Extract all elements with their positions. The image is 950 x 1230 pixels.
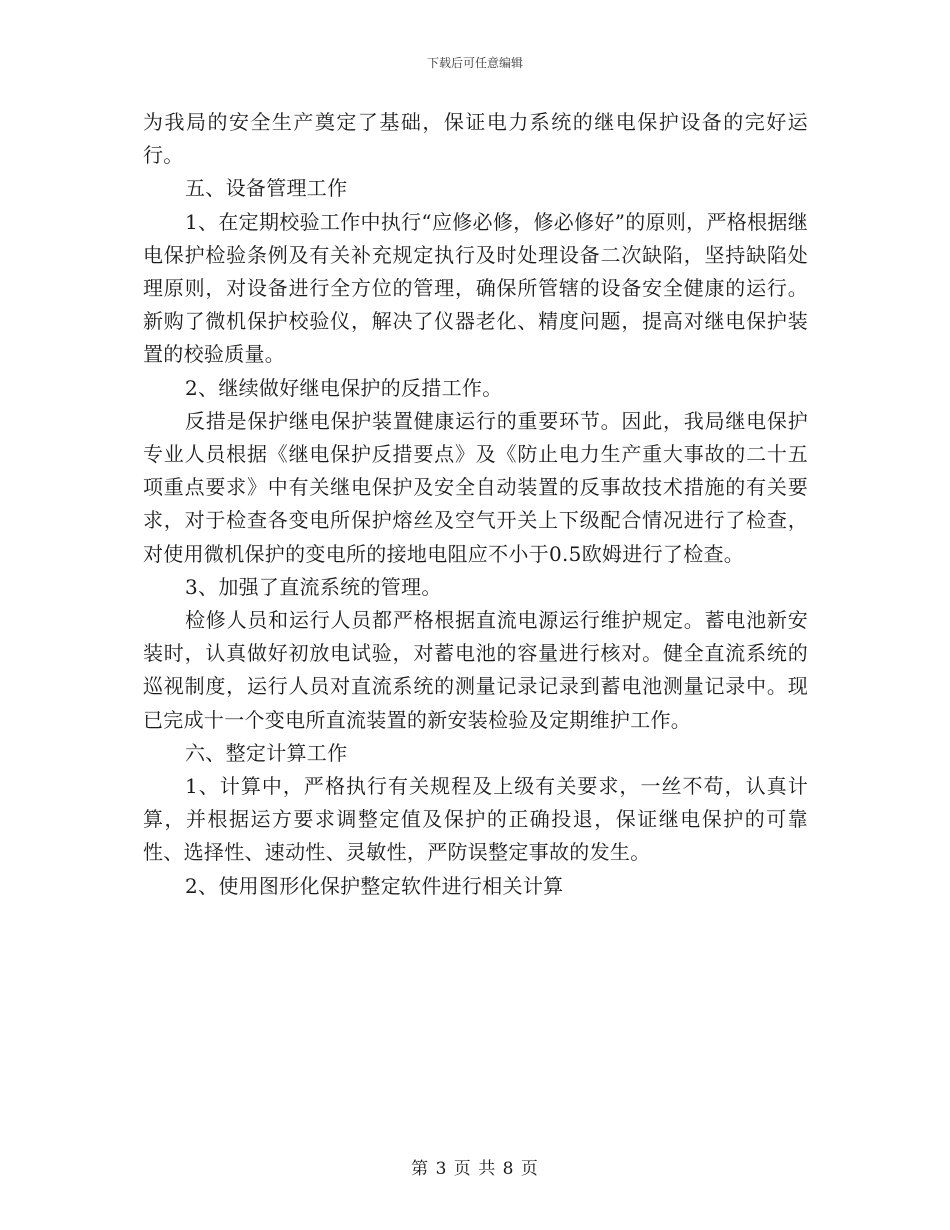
paragraph: 检修人员和运行人员都严格根据直流电源运行维护规定。蓄电池新安装时，认真做好初放电试验，对蓄电池的容量进行核对。健全直流系统的巡视制度，运行人员对直流系统的测量记录记录到蓄电池测量记录中。现已完成十一个变电所直流装置的新安装检验及定期维护工作。 (143, 608, 808, 732)
page-header: 下载后可任意编辑 (426, 56, 523, 70)
document-body (143, 106, 808, 903)
subsection-heading: 3、加强了直流系统的管理。 (185, 574, 442, 599)
paragraph: 为我局的安全生产奠定了基础，保证电力系统的继电保护设备的完好运行。 (143, 110, 808, 168)
paragraph: 反措是保护继电保护装置健康运行的重要环节。因此，我局继电保护专业人员根据《继电保护反措要点》及《防止电力生产重大事故的二十五项重点要求》中有关继电保护及安全自动装置的反事故技术措施的有关要求，对于检查各变电所保护熔丝及空气开关上下级配合情况进行了检查，对使用微机保护的变电所的接地电阻应不小于0.5欧姆进行了检查。 (143, 408, 808, 566)
paragraph: 1、在定期校验工作中执行“应修必修，修必修好”的原则，严格根据继电保护检验条例及有关补充规定执行及时处理设备二次缺陷，坚持缺陷处理原则，对设备进行全方位的管理，确保所管辖的设备安全健康的运行。新购了微机保护校验仪，解决了仪器老化、精度问题，提高对继电保护装置的校验质量。 (143, 209, 808, 367)
section-heading: 五、设备管理工作 (185, 176, 348, 201)
page-number: 第 3 页 共 8 页 (411, 1159, 539, 1179)
subsection-heading: 2、继续做好继电保护的反措工作。 (185, 375, 503, 400)
paragraph: 1、计算中，严格执行有关规程及上级有关要求，一丝不苟，认真计算，并根据运方要求调整定值及保护的正确投退，保证继电保护的可靠性、选择性、速动性、灵敏性，严防误整定事故的发生。 (143, 774, 808, 865)
paragraph: 2、使用图形化保护整定软件进行相关计算 (185, 873, 564, 898)
section-heading: 六、整定计算工作 (185, 740, 348, 765)
